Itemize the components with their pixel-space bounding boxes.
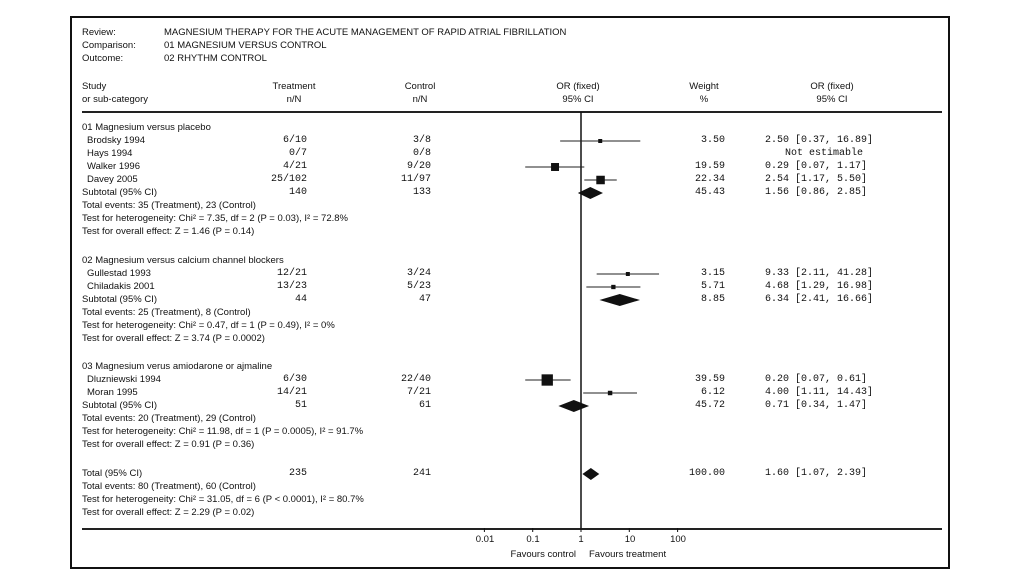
weight-value: 6.12 [700, 387, 725, 398]
study-name: Chiladakis 2001 [87, 281, 155, 292]
subtotal-weight: 8.85 [700, 294, 725, 305]
treatment-value: 25/102 [270, 174, 307, 185]
treatment-value: 13/23 [276, 281, 307, 292]
treatment-value: 12/21 [276, 268, 307, 279]
col-study: Study [82, 81, 107, 92]
point-estimate-square [626, 272, 630, 276]
subtotal-or-ci: 6.34 [2.41, 16.66] [765, 294, 874, 305]
col-or-text-sub: 95% CI [816, 94, 848, 105]
col-or-text: OR (fixed) [810, 81, 854, 92]
col-weight-sub: % [699, 94, 709, 105]
treatment-value: 14/21 [276, 387, 307, 398]
treatment-value: 0/7 [288, 148, 307, 159]
subtotal-label: Subtotal (95% CI) [82, 400, 157, 411]
point-estimate-square [551, 163, 559, 171]
review-title: MAGNESIUM THERAPY FOR THE ACUTE MANAGEMENT OF RAPID ATRIAL FIBRILLATION [164, 27, 567, 38]
or-ci-value: 4.68 [1.29, 16.98] [765, 281, 874, 292]
overall-effect-test: Test for overall effect: Z = 3.74 (P = 0.0002) [82, 333, 265, 344]
tick-label: 0.01 [475, 534, 495, 545]
study-name: Gullestad 1993 [87, 268, 151, 279]
study-name: Hays 1994 [87, 148, 133, 159]
subtotal-treatment: 51 [294, 400, 307, 411]
col-treatment-sub: n/N [286, 94, 302, 105]
tick-label: 100 [670, 534, 686, 545]
weight-value: 22.34 [694, 174, 725, 185]
subtotal-control: 133 [412, 187, 431, 198]
total-or-ci: 1.60 [1.07, 2.39] [765, 468, 868, 479]
or-ci-value: 0.29 [0.07, 1.17] [765, 161, 868, 172]
study-name: Davey 2005 [87, 174, 138, 185]
study-name: Walker 1996 [87, 161, 140, 172]
overall-effect-test: Test for overall effect: Z = 1.46 (P = 0.14) [82, 226, 255, 237]
tick-label: 0.1 [526, 534, 540, 545]
group-title: 01 Magnesium versus placebo [82, 122, 211, 133]
total-treatment: 235 [288, 468, 307, 479]
col-study-sub: or sub-category [82, 94, 149, 105]
review-label: Review: [82, 27, 116, 38]
heterogeneity-test: Test for heterogeneity: Chi² = 11.98, df = 1 (P = 0.0005), I² = 91.7% [82, 426, 364, 437]
total-events: Total events: 35 (Treatment), 23 (Control) [82, 200, 256, 211]
col-control: Control [404, 81, 436, 92]
weight-value: 3.15 [700, 268, 725, 279]
subtotal-label: Subtotal (95% CI) [82, 187, 157, 198]
subtotal-weight: 45.43 [694, 187, 725, 198]
treatment-value: 6/10 [282, 135, 307, 146]
study-name: Moran 1995 [87, 387, 138, 398]
overall-effect-test: Test for overall effect: Z = 0.91 (P = 0.36) [82, 439, 255, 450]
outcome-title: 02 RHYTHM CONTROL [164, 53, 267, 64]
control-value: 22/40 [400, 374, 431, 385]
total-events: Total events: 80 (Treatment), 60 (Control) [82, 481, 256, 492]
treatment-value: 4/21 [282, 161, 307, 172]
group-title: 03 Magnesium verus amiodarone or ajmaline [82, 361, 273, 372]
subtotal-treatment: 44 [294, 294, 307, 305]
total-events: Total events: 20 (Treatment), 29 (Control) [82, 413, 256, 424]
subtotal-weight: 45.72 [694, 400, 725, 411]
group-title: 02 Magnesium versus calcium channel blockers [82, 255, 284, 266]
point-estimate-square [596, 176, 605, 185]
point-estimate-square [608, 391, 612, 395]
control-value: 7/21 [406, 387, 431, 398]
control-value: 11/97 [400, 174, 431, 185]
or-ci-value: 2.54 [1.17, 5.50] [765, 174, 868, 185]
weight-value: 39.59 [694, 374, 725, 385]
subtotal-control: 61 [418, 400, 431, 411]
study-name: Brodsky 1994 [87, 135, 146, 146]
subtotal-control: 47 [418, 294, 431, 305]
control-value: 9/20 [406, 161, 431, 172]
col-treatment: Treatment [272, 81, 316, 92]
col-weight: Weight [689, 81, 719, 92]
control-value: 3/8 [412, 135, 431, 146]
subtotal-treatment: 140 [288, 187, 307, 198]
col-control-sub: n/N [412, 94, 428, 105]
favours-treatment-label: Favours treatment [589, 549, 667, 560]
subtotal-diamond [558, 400, 589, 412]
or-ci-value: 9.33 [2.11, 41.28] [765, 268, 874, 279]
tick-label: 1 [578, 534, 584, 545]
weight-value: 19.59 [694, 161, 725, 172]
point-estimate-square [542, 374, 553, 385]
point-estimate-square [611, 285, 615, 289]
or-ci-value: 2.50 [0.37, 16.89] [765, 135, 874, 146]
favours-control-label: Favours control [510, 549, 576, 560]
weight-value: 3.50 [700, 135, 725, 146]
subtotal-label: Subtotal (95% CI) [82, 294, 157, 305]
comparison-title: 01 MAGNESIUM VERSUS CONTROL [164, 40, 327, 51]
total-control: 241 [412, 468, 431, 479]
total-diamond [582, 468, 599, 480]
total-events: Total events: 25 (Treatment), 8 (Control) [82, 307, 251, 318]
or-ci-value: 4.00 [1.11, 14.43] [765, 387, 874, 398]
heterogeneity-test: Test for heterogeneity: Chi² = 0.47, df = 1 (P = 0.49), I² = 0% [82, 320, 335, 331]
control-value: 3/24 [406, 268, 431, 279]
subtotal-diamond [599, 294, 640, 306]
col-or-plot-sub: 95% CI [562, 94, 594, 105]
heterogeneity-test: Test for heterogeneity: Chi² = 31.05, df = 6 (P < 0.0001), I² = 80.7% [82, 494, 364, 505]
or-ci-value: Not estimable [785, 148, 864, 159]
point-estimate-square [598, 139, 602, 143]
overall-effect-test: Test for overall effect: Z = 2.29 (P = 0.02) [82, 507, 255, 518]
outcome-label: Outcome: [82, 53, 124, 64]
subtotal-or-ci: 1.56 [0.86, 2.85] [765, 187, 868, 198]
control-value: 5/23 [406, 281, 431, 292]
or-ci-value: 0.20 [0.07, 0.61] [765, 374, 868, 385]
treatment-value: 6/30 [282, 374, 307, 385]
subtotal-or-ci: 0.71 [0.34, 1.47] [765, 400, 868, 411]
total-label: Total (95% CI) [82, 468, 143, 479]
heterogeneity-test: Test for heterogeneity: Chi² = 7.35, df = 2 (P = 0.03), I² = 72.8% [82, 213, 348, 224]
weight-value: 5.71 [700, 281, 725, 292]
col-or-plot: OR (fixed) [556, 81, 600, 92]
study-name: Dluzniewski 1994 [87, 374, 161, 385]
total-weight: 100.00 [688, 468, 725, 479]
control-value: 0/8 [412, 148, 431, 159]
comparison-label: Comparison: [82, 40, 136, 51]
tick-label: 10 [624, 534, 636, 545]
